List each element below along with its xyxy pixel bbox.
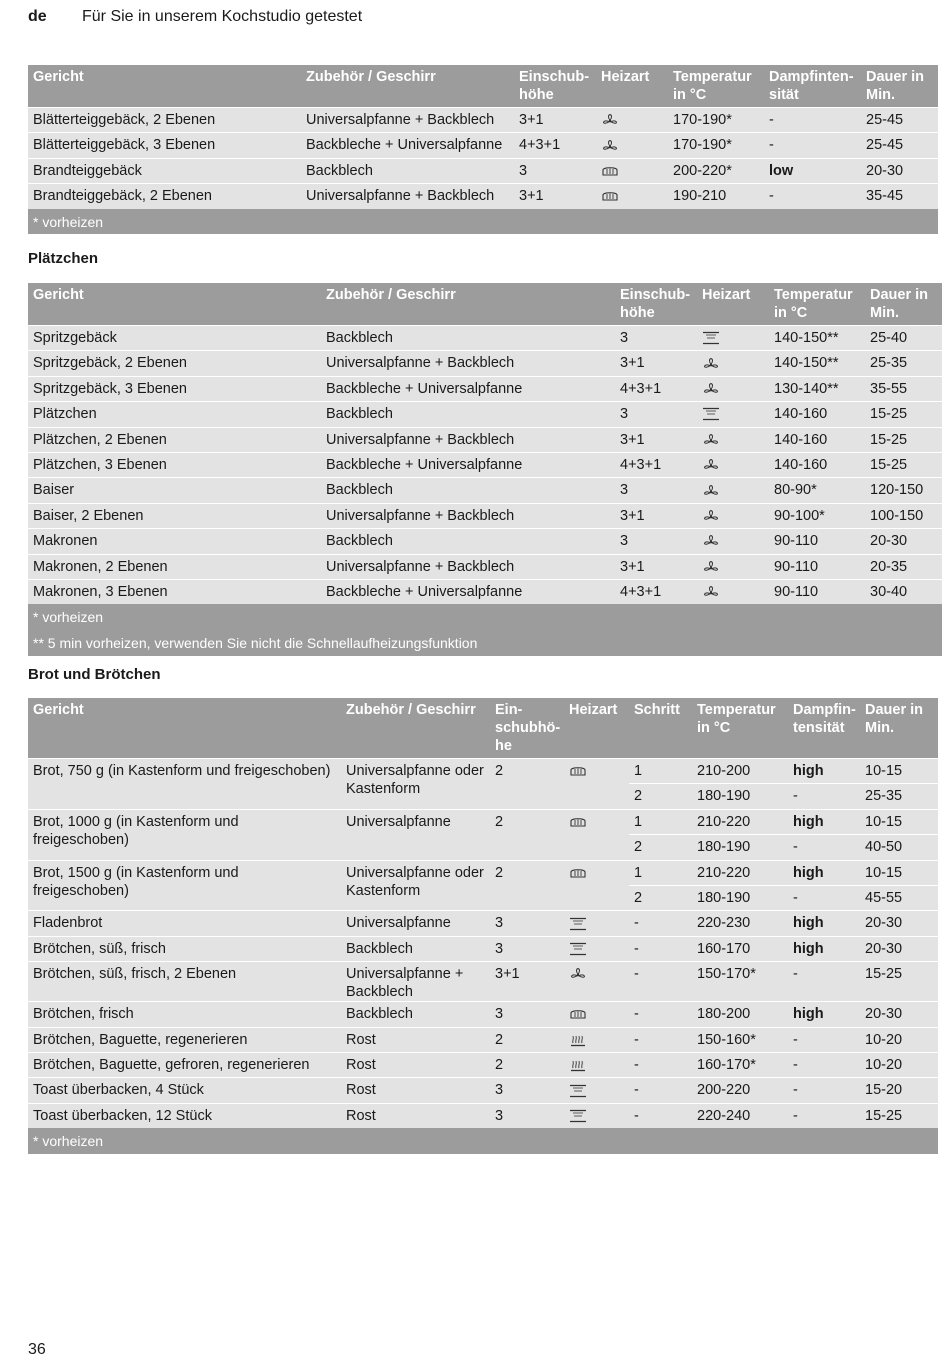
heat-mode-cell [697,503,769,528]
duration-cell: 35-45 [861,184,938,209]
heat-mode-cell [697,529,769,554]
accessory-cell: Rost [341,1052,490,1077]
heat-mode-cell [697,326,769,351]
step-cell: - [629,1002,692,1027]
steam-intensity-cell: low [764,158,861,183]
column-header: Dauer in Min. [865,283,942,326]
column-header: Dauer in Min. [861,65,938,108]
shelf-level-cell: 3+1 [615,351,697,376]
step-cell: - [629,1103,692,1128]
column-header: Heizart [596,65,668,108]
table-row [28,529,942,554]
temperature-cell: 220-230 [692,911,788,936]
table-row [28,351,942,376]
fan-heat-icon [702,433,720,447]
accessory-cell: Universalpfanne [341,809,490,860]
duration-cell: 10-20 [860,1052,938,1077]
table-row [28,936,938,961]
temperature-cell: 140-150** [769,351,865,376]
table-row [28,133,938,158]
shelf-level-cell: 2 [490,1052,564,1077]
heat-mode-cell [564,1078,629,1103]
top-bottom-heat-icon [702,407,720,421]
table-row [28,158,938,183]
column-header: Temperatur in °C [769,283,865,326]
puff-pastry-table [28,65,938,234]
accessory-cell: Rost [341,1078,490,1103]
duration-cell: 100-150 [865,503,942,528]
temperature-cell: 140-160 [769,452,865,477]
dish-cell: Brandteiggebäck [28,158,301,183]
shelf-level-cell: 3+1 [615,427,697,452]
accessory-cell: Universalpfanne + Backblech [321,351,615,376]
heat-mode-cell [564,936,629,961]
steam-intensity-cell: high [788,860,860,885]
language-code: de [28,8,47,25]
page-header [28,8,362,26]
shelf-level-cell: 2 [490,809,564,860]
steam-intensity-cell: - [764,133,861,158]
steam-intensity-cell: - [788,1027,860,1052]
duration-cell: 20-30 [861,158,938,183]
temperature-cell: 210-200 [692,759,788,784]
fan-heat-icon [702,357,720,371]
hot-air-grill-icon [569,1033,587,1047]
dish-cell: Blätterteiggebäck, 3 Ebenen [28,133,301,158]
dish-cell: Plätzchen, 2 Ebenen [28,427,321,452]
dish-cell: Makronen, 2 Ebenen [28,554,321,579]
table-row [28,1078,938,1103]
column-header: Dampfin- tensität [788,698,860,759]
accessory-cell: Backbleche + Universalpfanne [321,579,615,604]
footnote-row [28,1129,938,1154]
column-header: Temperatur in °C [692,698,788,759]
dish-cell: Spritzgebäck, 3 Ebenen [28,376,321,401]
temperature-cell: 170-190* [668,108,764,133]
shelf-level-cell: 3 [615,326,697,351]
accessory-cell: Backblech [321,326,615,351]
step-cell: - [629,1052,692,1077]
table-row [28,503,942,528]
table-row [28,962,938,1002]
step-cell: - [629,962,692,1002]
heat-mode-cell [697,554,769,579]
accessory-cell: Rost [341,1027,490,1052]
column-header: Schritt [629,698,692,759]
shelf-level-cell: 2 [490,860,564,911]
fan-heat-icon [702,509,720,523]
heat-mode-cell [596,108,668,133]
dish-cell: Brot, 1000 g (in Kastenform und freigeschoben) [28,809,341,860]
heat-mode-cell [697,579,769,604]
table-row [28,427,942,452]
fan-heat-icon [569,967,587,981]
dish-cell: Toast überbacken, 12 Stück [28,1103,341,1128]
column-header: Temperatur in °C [668,65,764,108]
steam-intensity-cell: - [764,184,861,209]
top-bottom-heat-icon [569,1109,587,1123]
duration-cell: 120-150 [865,478,942,503]
fan-heat-icon [702,484,720,498]
accessory-cell: Universalpfanne + Backblech [341,962,490,1002]
heat-mode-cell [697,402,769,427]
heat-mode-cell [564,809,629,860]
heat-mode-cell [564,911,629,936]
bread-heat-icon [569,1007,587,1021]
shelf-level-cell: 3+1 [615,554,697,579]
bread-heat-icon [601,189,619,203]
accessory-cell: Universalpfanne + Backblech [301,184,514,209]
temperature-cell: 180-190 [692,885,788,910]
temperature-cell: 90-110 [769,529,865,554]
column-header: Zubehör / Geschirr [341,698,490,759]
temperature-cell: 150-170* [692,962,788,1002]
heat-mode-cell [596,158,668,183]
duration-cell: 25-45 [861,108,938,133]
steam-intensity-cell: - [788,962,860,1002]
column-header: Dauer in Min. [860,698,938,759]
hot-air-grill-icon [569,1058,587,1072]
heat-mode-cell [564,759,629,810]
dish-cell: Spritzgebäck, 2 Ebenen [28,351,321,376]
duration-cell: 25-35 [865,351,942,376]
duration-cell: 30-40 [865,579,942,604]
column-header: Dampfinten- sität [764,65,861,108]
accessory-cell: Universalpfanne + Backblech [321,554,615,579]
step-cell: - [629,936,692,961]
accessory-cell: Backbleche + Universalpfanne [321,452,615,477]
duration-cell: 10-15 [860,809,938,834]
heat-mode-cell [564,962,629,1002]
footnote-preheat-5min: ** 5 min vorheizen, verwenden Sie nicht die Schnellaufheizungsfunktion [28,630,942,655]
column-header: Ein- schubhö- he [490,698,564,759]
dish-cell: Brandteiggebäck, 2 Ebenen [28,184,301,209]
step-cell: 2 [629,784,692,809]
steam-intensity-cell: high [788,759,860,784]
footnote-row [28,209,938,234]
duration-cell: 15-20 [860,1078,938,1103]
dish-cell: Baiser [28,478,321,503]
shelf-level-cell: 3 [490,1103,564,1128]
shelf-level-cell: 3 [490,1078,564,1103]
dish-cell: Brötchen, süß, frisch, 2 Ebenen [28,962,341,1002]
shelf-level-cell: 3+1 [514,184,596,209]
steam-intensity-cell: high [788,911,860,936]
duration-cell: 15-25 [860,962,938,1002]
table-row [28,1103,938,1128]
footnote-row [28,605,942,630]
page-number: 36 [28,1341,46,1358]
fan-heat-icon [702,585,720,599]
heat-mode-cell [564,1103,629,1128]
footnote-row [28,630,942,655]
accessory-cell: Universalpfanne + Backblech [301,108,514,133]
steam-intensity-cell: - [788,1052,860,1077]
heat-mode-cell [697,478,769,503]
step-cell: - [629,1078,692,1103]
dish-cell: Brötchen, frisch [28,1002,341,1027]
heat-mode-cell [596,184,668,209]
heat-mode-cell [564,1052,629,1077]
footnote-preheat: * vorheizen [28,209,938,234]
table-row [28,759,938,784]
duration-cell: 15-25 [865,452,942,477]
temperature-cell: 160-170 [692,936,788,961]
top-bottom-heat-icon [569,1084,587,1098]
column-header: Heizart [564,698,629,759]
page-title: Für Sie in unserem Kochstudio getestet [82,8,363,25]
table-row [28,809,938,834]
duration-cell: 10-20 [860,1027,938,1052]
shelf-level-cell: 3 [490,936,564,961]
heat-mode-cell [697,452,769,477]
column-header: Gericht [28,65,301,108]
shelf-level-cell: 3 [514,158,596,183]
steam-intensity-cell: - [788,784,860,809]
steam-intensity-cell: high [788,1002,860,1027]
accessory-cell: Backblech [301,158,514,183]
step-cell: - [629,911,692,936]
temperature-cell: 150-160* [692,1027,788,1052]
temperature-cell: 80-90* [769,478,865,503]
column-header: Gericht [28,283,321,326]
step-cell: 2 [629,835,692,860]
table-row [28,579,942,604]
column-header: Heizart [697,283,769,326]
heat-mode-cell [697,427,769,452]
dish-cell: Makronen [28,529,321,554]
table-row [28,554,942,579]
heat-mode-cell [596,133,668,158]
table-row [28,911,938,936]
footnote-preheat: * vorheizen [28,605,942,630]
duration-cell: 20-30 [865,529,942,554]
temperature-cell: 140-160 [769,402,865,427]
shelf-level-cell: 4+3+1 [615,376,697,401]
temperature-cell: 210-220 [692,809,788,834]
column-header: Einschub- höhe [615,283,697,326]
heat-mode-cell [564,1002,629,1027]
temperature-cell: 220-240 [692,1103,788,1128]
duration-cell: 15-25 [865,402,942,427]
table-row [28,108,938,133]
duration-cell: 25-35 [860,784,938,809]
temperature-cell: 140-160 [769,427,865,452]
shelf-level-cell: 4+3+1 [514,133,596,158]
fan-heat-icon [702,560,720,574]
step-cell: 1 [629,860,692,885]
dish-cell: Fladenbrot [28,911,341,936]
dish-cell: Plätzchen, 3 Ebenen [28,452,321,477]
duration-cell: 25-45 [861,133,938,158]
bread-table [28,698,938,1154]
temperature-cell: 180-200 [692,1002,788,1027]
temperature-cell: 210-220 [692,860,788,885]
duration-cell: 25-40 [865,326,942,351]
temperature-cell: 200-220* [668,158,764,183]
shelf-level-cell: 3+1 [514,108,596,133]
temperature-cell: 160-170* [692,1052,788,1077]
shelf-level-cell: 3+1 [615,503,697,528]
dish-cell: Makronen, 3 Ebenen [28,579,321,604]
temperature-cell: 90-110 [769,554,865,579]
accessory-cell: Universalpfanne + Backblech [321,503,615,528]
duration-cell: 10-15 [860,759,938,784]
duration-cell: 20-30 [860,911,938,936]
dish-cell: Spritzgebäck [28,326,321,351]
heat-mode-cell [564,1027,629,1052]
steam-intensity-cell: - [788,1103,860,1128]
fan-heat-icon [601,139,619,153]
temperature-cell: 180-190 [692,835,788,860]
temperature-cell: 200-220 [692,1078,788,1103]
table-row [28,1002,938,1027]
duration-cell: 20-30 [860,936,938,961]
dish-cell: Brot, 1500 g (in Kastenform und freigeschoben) [28,860,341,911]
shelf-level-cell: 4+3+1 [615,579,697,604]
accessory-cell: Universalpfanne + Backblech [321,427,615,452]
heat-mode-cell [697,351,769,376]
dish-cell: Baiser, 2 Ebenen [28,503,321,528]
duration-cell: 35-55 [865,376,942,401]
dish-cell: Brötchen, süß, frisch [28,936,341,961]
temperature-cell: 90-110 [769,579,865,604]
temperature-cell: 90-100* [769,503,865,528]
shelf-level-cell: 3 [490,911,564,936]
steam-intensity-cell: high [788,936,860,961]
bread-heat-icon [569,815,587,829]
shelf-level-cell: 3+1 [490,962,564,1002]
footnote-preheat: * vorheizen [28,1129,938,1154]
heat-mode-cell [564,860,629,911]
accessory-cell: Universalpfanne [341,911,490,936]
steam-intensity-cell: - [788,885,860,910]
accessory-cell: Backblech [341,1002,490,1027]
table-row [28,402,942,427]
section-title-cookies: Plätzchen [28,250,99,267]
fan-heat-icon [702,382,720,396]
column-header: Zubehör / Geschirr [301,65,514,108]
top-bottom-heat-icon [702,331,720,345]
step-cell: - [629,1027,692,1052]
table-row [28,478,942,503]
temperature-cell: 130-140** [769,376,865,401]
duration-cell: 20-35 [865,554,942,579]
table-row [28,1027,938,1052]
temperature-cell: 140-150** [769,326,865,351]
shelf-level-cell: 3 [615,478,697,503]
accessory-cell: Backblech [321,529,615,554]
accessory-cell: Backbleche + Universalpfanne [321,376,615,401]
step-cell: 1 [629,809,692,834]
shelf-level-cell: 4+3+1 [615,452,697,477]
table-row [28,184,938,209]
dish-cell: Brötchen, Baguette, gefroren, regenerieren [28,1052,341,1077]
accessory-cell: Backbleche + Universalpfanne [301,133,514,158]
cookies-table [28,283,942,656]
shelf-level-cell: 3 [615,402,697,427]
section-title-bread: Brot und Brötchen [28,666,161,683]
steam-intensity-cell: - [788,835,860,860]
duration-cell: 40-50 [860,835,938,860]
temperature-cell: 180-190 [692,784,788,809]
column-header: Zubehör / Geschirr [321,283,615,326]
shelf-level-cell: 2 [490,1027,564,1052]
accessory-cell: Universalpfanne oder Kastenform [341,860,490,911]
duration-cell: 15-25 [860,1103,938,1128]
step-cell: 1 [629,759,692,784]
duration-cell: 20-30 [860,1002,938,1027]
table-row [28,376,942,401]
step-cell: 2 [629,885,692,910]
steam-intensity-cell: - [764,108,861,133]
accessory-cell: Universalpfanne oder Kastenform [341,759,490,810]
dish-cell: Toast überbacken, 4 Stück [28,1078,341,1103]
shelf-level-cell: 3 [490,1002,564,1027]
shelf-level-cell: 2 [490,759,564,810]
accessory-cell: Backblech [321,478,615,503]
bread-heat-icon [601,164,619,178]
column-header: Gericht [28,698,341,759]
bread-heat-icon [569,866,587,880]
top-bottom-heat-icon [569,917,587,931]
fan-heat-icon [702,458,720,472]
dish-cell: Blätterteiggebäck, 2 Ebenen [28,108,301,133]
steam-intensity-cell: high [788,809,860,834]
heat-mode-cell [697,376,769,401]
fan-heat-icon [601,113,619,127]
duration-cell: 15-25 [865,427,942,452]
bread-heat-icon [569,764,587,778]
dish-cell: Brötchen, Baguette, regenerieren [28,1027,341,1052]
temperature-cell: 170-190* [668,133,764,158]
steam-intensity-cell: - [788,1078,860,1103]
duration-cell: 45-55 [860,885,938,910]
column-header: Einschub- höhe [514,65,596,108]
dish-cell: Brot, 750 g (in Kastenform und freigeschoben) [28,759,341,810]
accessory-cell: Rost [341,1103,490,1128]
top-bottom-heat-icon [569,942,587,956]
table-row [28,326,942,351]
table-row [28,1052,938,1077]
accessory-cell: Backblech [341,936,490,961]
accessory-cell: Backblech [321,402,615,427]
table-row [28,860,938,885]
fan-heat-icon [702,534,720,548]
temperature-cell: 190-210 [668,184,764,209]
table-row [28,452,942,477]
dish-cell: Plätzchen [28,402,321,427]
shelf-level-cell: 3 [615,529,697,554]
duration-cell: 10-15 [860,860,938,885]
